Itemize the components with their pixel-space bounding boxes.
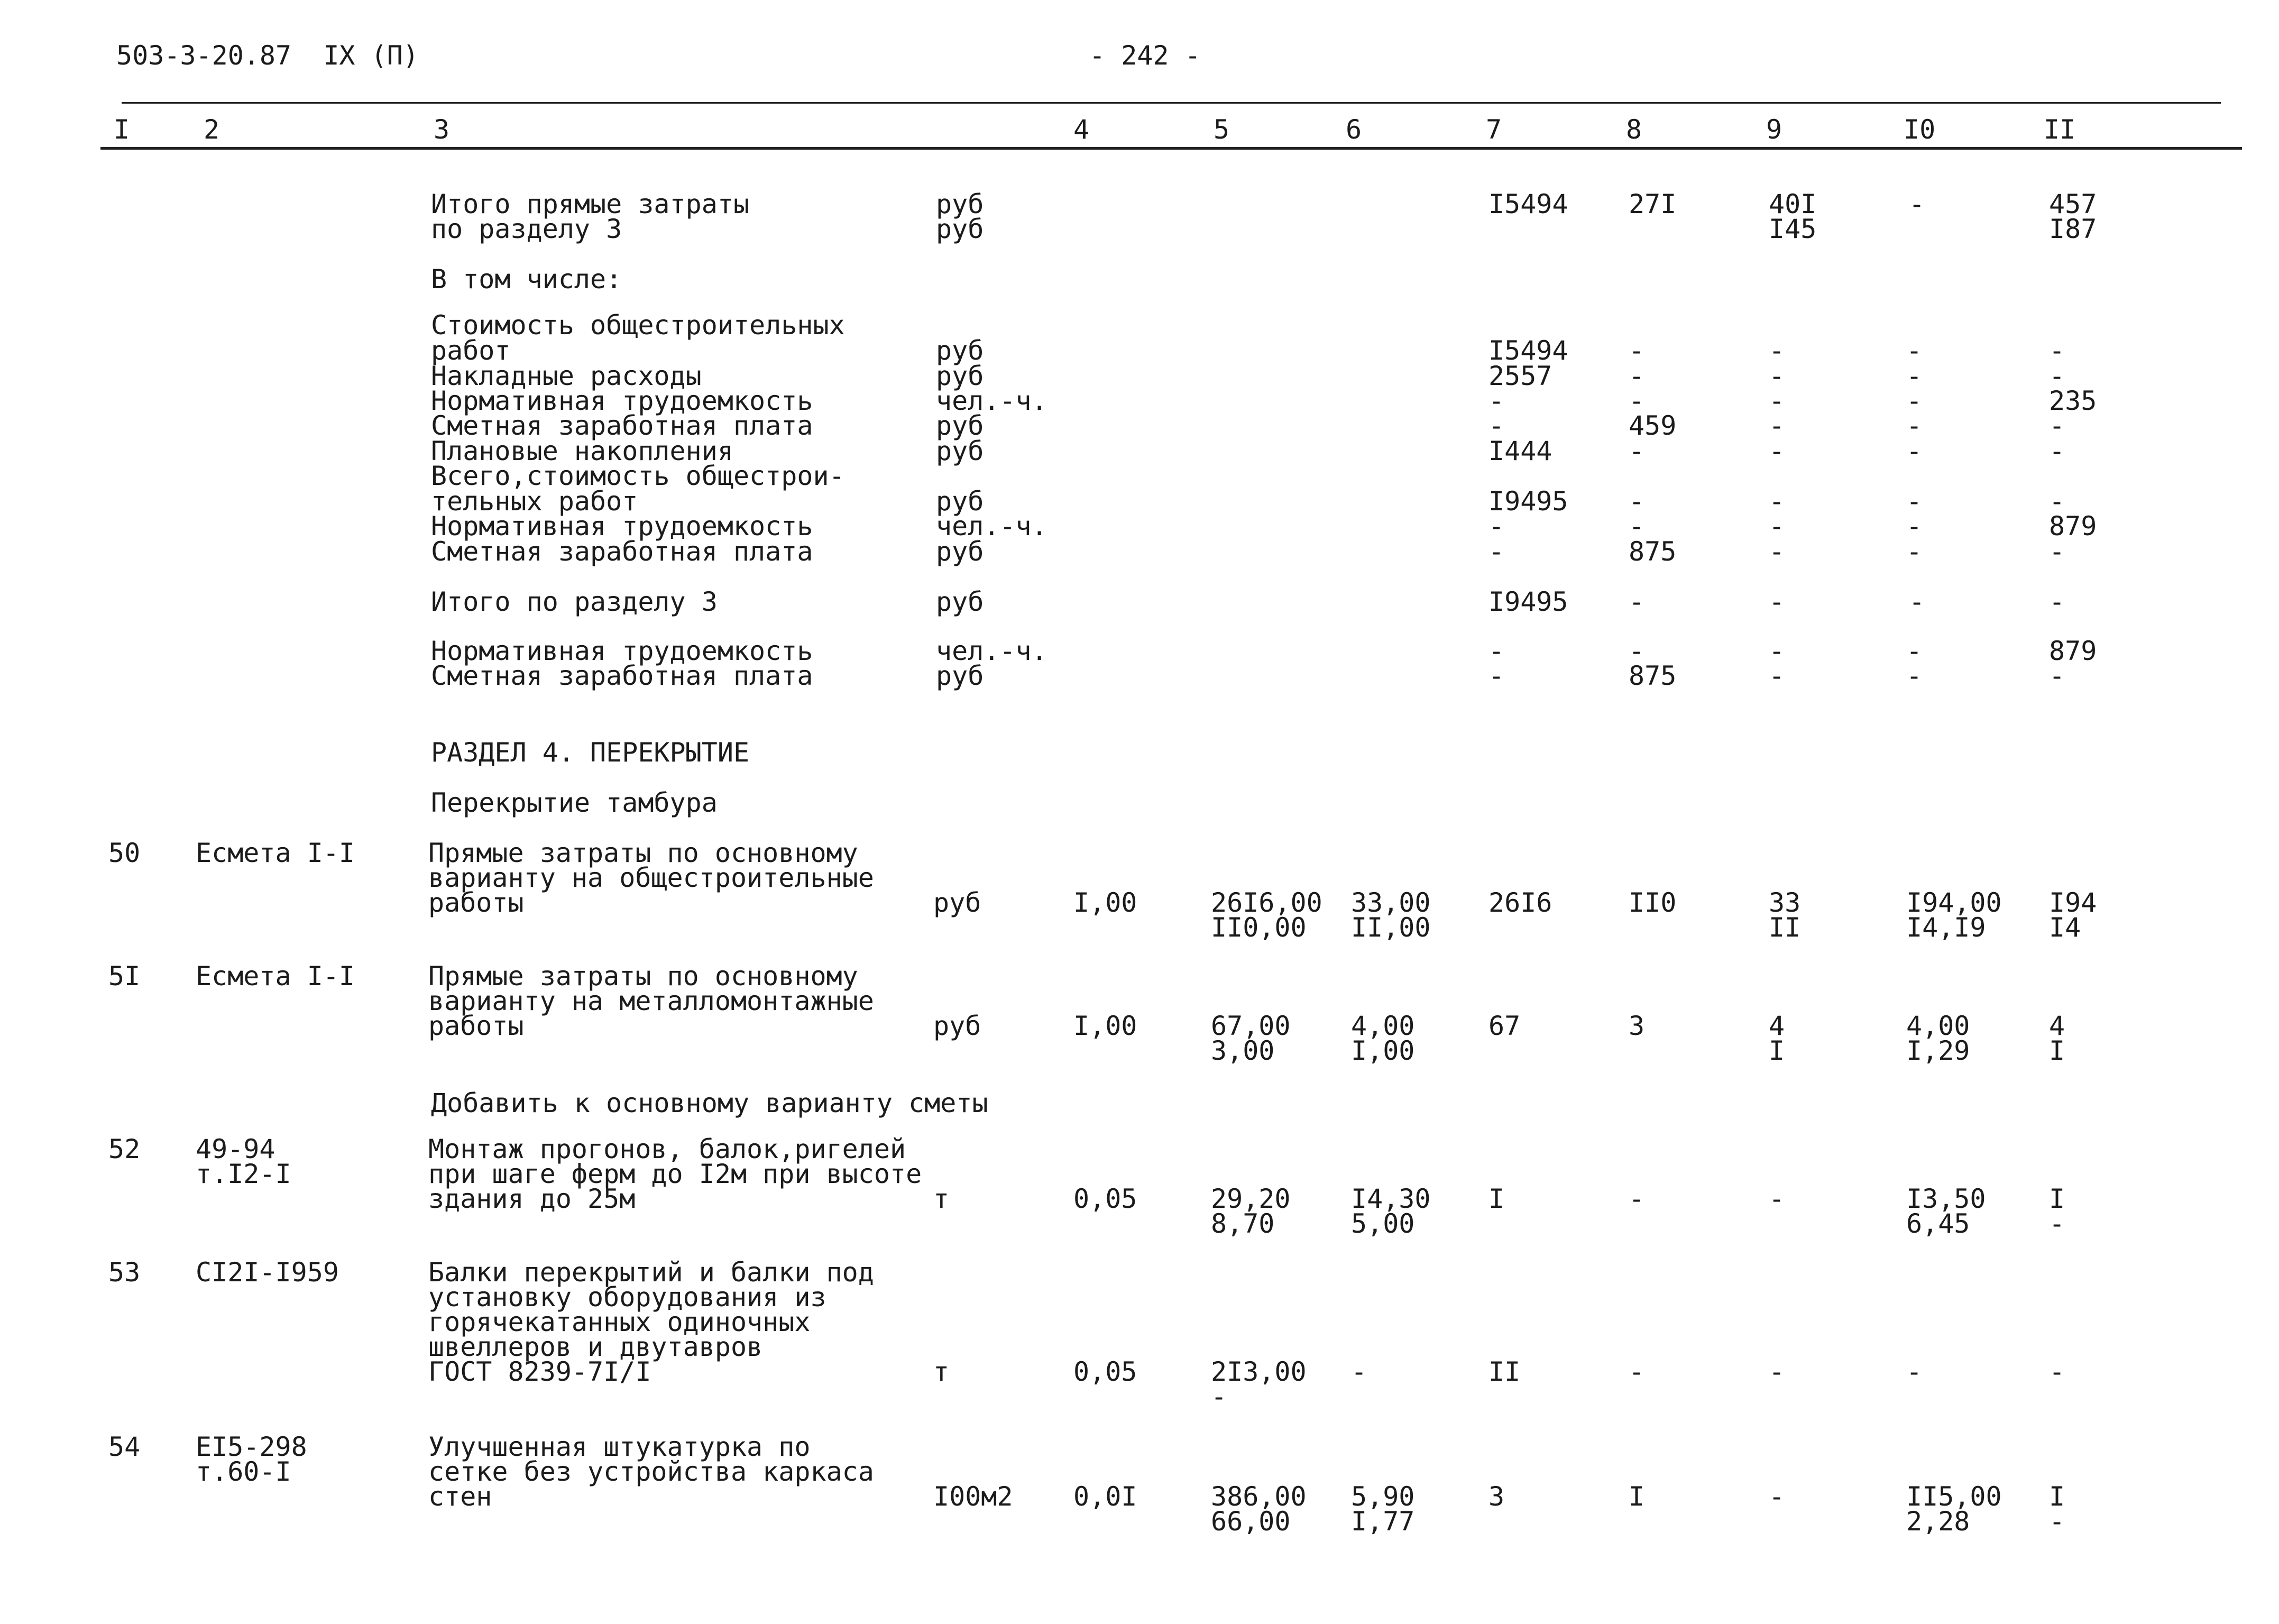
direct-costs-c10: -: [1909, 189, 1925, 219]
breakdown-c11: -: [2049, 486, 2065, 517]
breakdown-c8: -: [1629, 436, 1645, 466]
breakdown-c9: -: [1769, 486, 1785, 517]
item-c11: I: [2049, 1183, 2065, 1214]
item-c8: -: [1629, 1183, 1645, 1214]
item-code: Есмета I-I: [196, 961, 355, 992]
item-number: 54: [108, 1432, 141, 1462]
item-c5-wages: II0,00: [1211, 912, 1307, 943]
doc-code: 503-3-20.87 IX (П): [116, 40, 419, 71]
item-c10-sub: I4,I9: [1906, 912, 1986, 943]
item-description-line: Прямые затраты по основному: [428, 961, 858, 992]
breakdown-c8: 875: [1629, 536, 1677, 567]
item-c7: I: [1488, 1183, 1505, 1214]
item-c6-wages: I,77: [1351, 1506, 1415, 1537]
item-number: 50: [108, 838, 141, 868]
item-c9: 4: [1769, 1011, 1785, 1041]
item-c11: I: [2049, 1481, 2065, 1512]
totals-extra-c10: -: [1906, 660, 1923, 691]
totals-extra-unit: чел.-ч.: [936, 636, 1047, 666]
breakdown-unit: руб: [936, 410, 984, 441]
item-code: Есмета I-I: [196, 838, 355, 868]
item-c7: II: [1488, 1356, 1521, 1387]
item-c10: I3,50: [1906, 1183, 1986, 1214]
breakdown-label: Нормативная трудоемкость: [431, 386, 813, 416]
item-c10: 4,00: [1906, 1011, 1970, 1041]
breakdown-c11: -: [2049, 536, 2065, 567]
item-number: 53: [108, 1257, 141, 1288]
breakdown-c7: I444: [1488, 436, 1552, 466]
section-total-c10: -: [1909, 586, 1925, 617]
col-header-2: 2: [204, 114, 220, 145]
breakdown-unit: руб: [936, 486, 984, 517]
item-description-line: при шаге ферм до I2м при высоте: [428, 1159, 922, 1189]
item-unit: I00м2: [933, 1481, 1013, 1512]
item-c11-sub: I4: [2049, 912, 2081, 943]
totals-extra-c9: -: [1769, 660, 1785, 691]
item-unit: руб: [933, 887, 981, 918]
item-c9-sub: I: [1769, 1035, 1785, 1066]
breakdown-c9: -: [1769, 335, 1785, 366]
item-c11: -: [2049, 1356, 2065, 1387]
breakdown-c8: -: [1629, 386, 1645, 416]
breakdown-c11: -: [2049, 335, 2065, 366]
breakdown-unit: чел.-ч.: [936, 511, 1047, 542]
breakdown-c7: -: [1488, 410, 1505, 441]
item-description-line: ГОСТ 8239-7I/I: [428, 1356, 651, 1387]
item-c9: -: [1769, 1481, 1785, 1512]
breakdown-c10: -: [1906, 361, 1923, 391]
item-number: 52: [108, 1134, 141, 1164]
item-c8: 3: [1629, 1011, 1645, 1041]
item-description-line: Балки перекрытий и балки под: [428, 1257, 874, 1288]
section-total-c11: -: [2049, 586, 2065, 617]
item-c6-wages: I,00: [1351, 1035, 1415, 1066]
item-c6-total: 33,00: [1351, 887, 1431, 918]
section-total-label: Итого по разделу 3: [431, 586, 718, 617]
totals-extra-label: Сметная заработная плата: [431, 660, 813, 691]
breakdown-c7: -: [1488, 536, 1505, 567]
item-description-line: установку оборудования из: [428, 1282, 826, 1313]
breakdown-c10: -: [1906, 511, 1923, 542]
breakdown-unit: руб: [936, 536, 984, 567]
item-c11-sub: -: [2049, 1506, 2065, 1537]
breakdown-c8: -: [1629, 511, 1645, 542]
item-description-line: Монтаж прогонов, балок,ригелей: [428, 1134, 906, 1164]
direct-costs-unit-1: руб: [936, 189, 984, 219]
item-quantity: 0,05: [1073, 1356, 1137, 1387]
breakdown-c8: -: [1629, 361, 1645, 391]
item-quantity: I,00: [1073, 1011, 1137, 1041]
item-c7: 26I6: [1488, 887, 1552, 918]
breakdown-c11: -: [2049, 361, 2065, 391]
item-quantity: 0,05: [1073, 1183, 1137, 1214]
breakdown-c10: -: [1906, 410, 1923, 441]
item-description-line: работы: [428, 887, 524, 918]
item-code: CI2I-I959: [196, 1257, 339, 1288]
including-label: В том числе:: [431, 264, 622, 295]
breakdown-c7: -: [1488, 511, 1505, 542]
col-header-9: 9: [1766, 114, 1782, 145]
breakdown-label: Всего,стоимость общестрои-: [431, 461, 845, 491]
item-quantity: I,00: [1073, 887, 1137, 918]
item-c11: 4: [2049, 1011, 2065, 1041]
direct-costs-label-2: по разделу 3: [431, 214, 622, 244]
direct-costs-label-1: Итого прямые затраты: [431, 189, 750, 219]
breakdown-c11: 879: [2049, 511, 2097, 542]
item-c10-sub: 2,28: [1906, 1506, 1970, 1537]
breakdown-c9: -: [1769, 361, 1785, 391]
col-header-8: 8: [1626, 114, 1642, 145]
item-c11-sub: -: [2049, 1208, 2065, 1239]
breakdown-label: тельных работ: [431, 486, 638, 517]
breakdown-c10: -: [1906, 436, 1923, 466]
header-rule-bottom: [100, 147, 2242, 150]
item-c5-total: 29,20: [1211, 1183, 1291, 1214]
item-c9: -: [1769, 1356, 1785, 1387]
item-c6-total: 5,90: [1351, 1481, 1415, 1512]
breakdown-c9: -: [1769, 386, 1785, 416]
breakdown-label: Плановые накопления: [431, 436, 733, 466]
breakdown-c11: -: [2049, 410, 2065, 441]
totals-extra-c11: -: [2049, 660, 2065, 691]
totals-extra-c9: -: [1769, 636, 1785, 666]
col-header-11: II: [2044, 114, 2076, 145]
item-quantity: 0,0I: [1073, 1481, 1137, 1512]
item-description-line: горячекатанных одиночных: [428, 1307, 811, 1337]
col-header-7: 7: [1486, 114, 1502, 145]
breakdown-label: Стоимость общестроительных: [431, 310, 845, 341]
totals-extra-c10: -: [1906, 636, 1923, 666]
col-header-3: 3: [434, 114, 450, 145]
item-c5-wages: -: [1211, 1381, 1227, 1412]
section4-title: РАЗДЕЛ 4. ПЕРЕКРЫТИЕ: [431, 737, 750, 768]
item-c5-wages: 3,00: [1211, 1035, 1275, 1066]
item-c8: -: [1629, 1356, 1645, 1387]
item-c5-total: 67,00: [1211, 1011, 1291, 1041]
section-total-c9: -: [1769, 586, 1785, 617]
item-c5-wages: 66,00: [1211, 1506, 1291, 1537]
item-description-line: швеллеров и двутавров: [428, 1332, 763, 1362]
direct-costs-c9-2: I45: [1769, 214, 1817, 244]
direct-costs-c11-2: I87: [2049, 214, 2097, 244]
item-unit: руб: [933, 1011, 981, 1041]
totals-extra-c7: -: [1488, 660, 1505, 691]
item-c11-sub: I: [2049, 1035, 2065, 1066]
breakdown-c10: -: [1906, 536, 1923, 567]
breakdown-c8: -: [1629, 335, 1645, 366]
item-c8: II0: [1629, 887, 1677, 918]
item-description-line: здания до 25м: [428, 1183, 636, 1214]
item-c6-wages: 5,00: [1351, 1208, 1415, 1239]
col-header-4: 4: [1073, 114, 1090, 145]
breakdown-c10: -: [1906, 386, 1923, 416]
direct-costs-unit-2: руб: [936, 214, 984, 244]
col-header-1: I: [114, 114, 130, 145]
col-header-10: I0: [1904, 114, 1936, 145]
totals-extra-c11: 879: [2049, 636, 2097, 666]
breakdown-c8: -: [1629, 486, 1645, 517]
breakdown-c9: -: [1769, 436, 1785, 466]
item-description-line: варианту на общестроительные: [428, 863, 874, 893]
totals-extra-c8: -: [1629, 636, 1645, 666]
item-c10-sub: 6,45: [1906, 1208, 1970, 1239]
item-c10: I94,00: [1906, 887, 2002, 918]
item-c7: 67: [1488, 1011, 1521, 1041]
item-c5-total: 26I6,00: [1211, 887, 1322, 918]
item-code-table: т.I2-I: [196, 1159, 291, 1189]
section-total-c7: I9495: [1488, 586, 1568, 617]
breakdown-c9: -: [1769, 536, 1785, 567]
totals-extra-c8: 875: [1629, 660, 1677, 691]
breakdown-label: работ: [431, 335, 511, 366]
item-code-table: т.60-I: [196, 1456, 291, 1487]
item-number: 5I: [108, 961, 141, 992]
breakdown-label: Нормативная трудоемкость: [431, 511, 813, 542]
totals-extra-label: Нормативная трудоемкость: [431, 636, 813, 666]
item-c8: I: [1629, 1481, 1645, 1512]
breakdown-label: Сметная заработная плата: [431, 410, 813, 441]
breakdown-c7: 2557: [1488, 361, 1552, 391]
item-c6-total: I4,30: [1351, 1183, 1431, 1214]
breakdown-c10: -: [1906, 335, 1923, 366]
breakdown-c7: -: [1488, 386, 1505, 416]
breakdown-unit: руб: [936, 335, 984, 366]
totals-extra-unit: руб: [936, 660, 984, 691]
item-c6-total: 4,00: [1351, 1011, 1415, 1041]
breakdown-c11: -: [2049, 436, 2065, 466]
breakdown-c7: I9495: [1488, 486, 1568, 517]
item-c9: 33: [1769, 887, 1801, 918]
item-c5-total: 386,00: [1211, 1481, 1307, 1512]
item-description-line: работы: [428, 1011, 524, 1041]
item-unit: т: [933, 1183, 950, 1214]
col-header-6: 6: [1346, 114, 1362, 145]
page-number: - 242 -: [1089, 40, 1201, 71]
breakdown-unit: чел.-ч.: [936, 386, 1047, 416]
breakdown-c11: 235: [2049, 386, 2097, 416]
direct-costs-c7: I5494: [1488, 189, 1568, 219]
item-c11: I94: [2049, 887, 2097, 918]
breakdown-c7: I5494: [1488, 335, 1568, 366]
item-description-line: Прямые затраты по основному: [428, 838, 858, 868]
breakdown-unit: руб: [936, 361, 984, 391]
item-c7: 3: [1488, 1481, 1505, 1512]
direct-costs-c11-1: 457: [2049, 189, 2097, 219]
item-description-line: варианту на металломонтажные: [428, 986, 874, 1016]
item-unit: т: [933, 1356, 950, 1387]
item-code: EI5-298: [196, 1432, 307, 1462]
item-c9: -: [1769, 1183, 1785, 1214]
item-c5-total: 2I3,00: [1211, 1356, 1307, 1387]
breakdown-c8: 459: [1629, 410, 1677, 441]
item-description-line: стен: [428, 1481, 492, 1512]
breakdown-unit: руб: [936, 436, 984, 466]
section-total-unit: руб: [936, 586, 984, 617]
direct-costs-c8: 27I: [1629, 189, 1677, 219]
breakdown-c9: -: [1769, 410, 1785, 441]
add-to-estimate-note: Добавить к основному варианту сметы: [431, 1088, 988, 1118]
item-c6-total: -: [1351, 1356, 1367, 1387]
section4-subtitle: Перекрытие тамбура: [431, 787, 718, 818]
item-description-line: сетке без устройства каркаса: [428, 1456, 874, 1487]
item-c5-wages: 8,70: [1211, 1208, 1275, 1239]
item-c10: II5,00: [1906, 1481, 2002, 1512]
item-description-line: Улучшенная штукатурка по: [428, 1432, 811, 1462]
item-code: 49-94: [196, 1134, 275, 1164]
header-rule-top: [122, 102, 2221, 104]
item-c10: -: [1906, 1356, 1923, 1387]
breakdown-label: Накладные расходы: [431, 361, 702, 391]
section-total-c8: -: [1629, 586, 1645, 617]
item-c6-wages: II,00: [1351, 912, 1431, 943]
breakdown-c9: -: [1769, 511, 1785, 542]
item-c10-sub: I,29: [1906, 1035, 1970, 1066]
totals-extra-c7: -: [1488, 636, 1505, 666]
breakdown-c10: -: [1906, 486, 1923, 517]
direct-costs-c9-1: 40I: [1769, 189, 1817, 219]
item-c9-sub: II: [1769, 912, 1801, 943]
breakdown-label: Сметная заработная плата: [431, 536, 813, 567]
col-header-5: 5: [1214, 114, 1230, 145]
